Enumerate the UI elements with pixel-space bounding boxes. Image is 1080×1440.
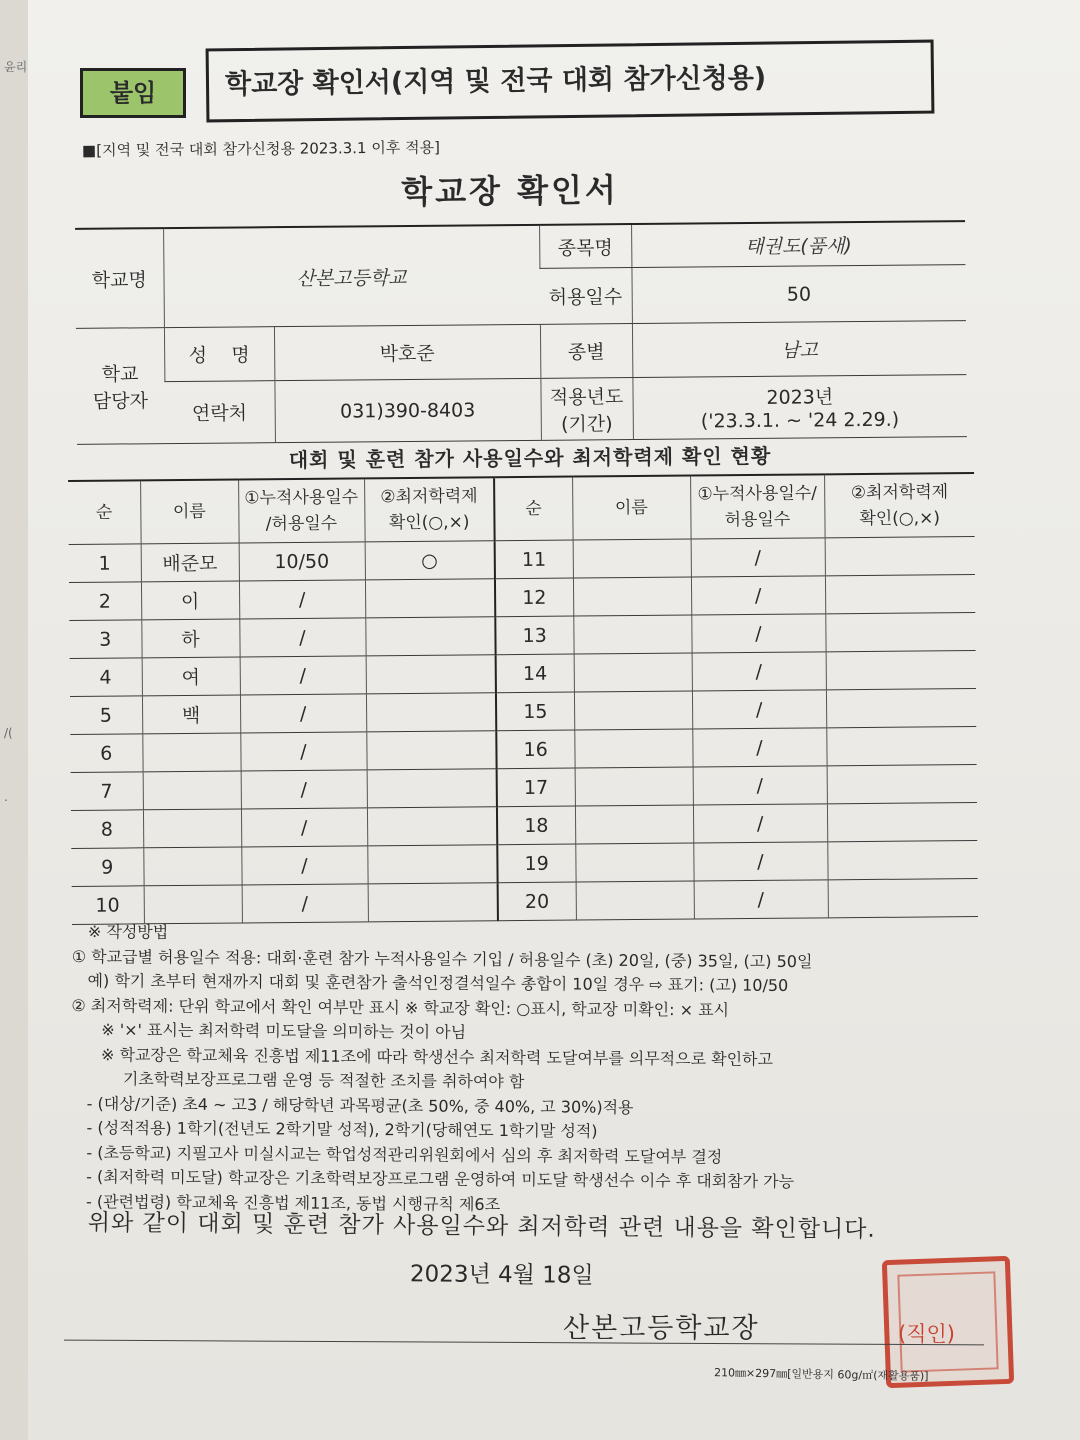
edge-fragment: 윤리 [4, 60, 28, 74]
row-name [142, 733, 240, 772]
header-min-right [824, 473, 975, 538]
row-seq-right: 13 [495, 616, 573, 655]
year-label-line: 적용년도 [549, 385, 624, 409]
header-days-line: ①누적사용일수 [244, 487, 359, 509]
phone-value: 031)390-8403 [274, 378, 541, 442]
allowed-label: 허용일수 [539, 268, 631, 325]
row-days-right: / [693, 766, 827, 805]
instruction-line: - (성적적용) 1학기(전년도 2학기말 성적), 2학기(당해연도 1학기말 성적) [86, 1118, 598, 1141]
issue-date: 2023년 4월 18일 [409, 1261, 594, 1289]
row-name-right [574, 691, 692, 730]
row-min-right [827, 803, 977, 842]
row-name [143, 809, 241, 848]
row-min-right [826, 689, 976, 728]
row-name: 하 [141, 619, 239, 658]
row-name-right [576, 881, 694, 920]
instruction-line: - (대상/기준) 초4 ~ 고3 / 해당학년 과목평균(초 50%, 중 40%, 고 30%)적용 [86, 1093, 634, 1117]
row-name: 이 [141, 581, 239, 620]
row-name-right [574, 653, 692, 692]
instructions-heading: ※ 작성방법 [87, 922, 169, 942]
row-seq: 3 [69, 620, 141, 659]
event-value: 태권도(품새) [631, 221, 965, 267]
row-days-right: / [691, 576, 825, 615]
row-min-right [825, 575, 975, 614]
row-days: / [241, 808, 367, 847]
instruction-line: ※ '×' 표시는 최저학력 미도달을 의미하는 것이 아님 [101, 1020, 467, 1042]
phone-label: 연락처 [164, 381, 275, 444]
row-name: 백 [142, 695, 240, 734]
row-seq: 8 [71, 810, 143, 849]
row-seq: 5 [70, 696, 142, 735]
instructions [70, 920, 992, 1220]
paper-spec: 210㎜×297㎜[일반용지 60g/㎡(재활용품)] [713, 1366, 929, 1383]
school-label: 학교명 [75, 228, 164, 328]
row-name-right [574, 729, 692, 768]
row-days: / [240, 694, 366, 733]
signer: 산본고등학교장 [563, 1313, 760, 1344]
instruction-line: - (초등학교) 지필고사 미실시교는 학업성적관리위원회에서 심의 후 최저학력 도달여부 결정 [86, 1142, 723, 1167]
row-min [365, 617, 495, 656]
row-seq: 7 [71, 772, 143, 811]
row-days-right: / [693, 842, 827, 881]
row-seq-right: 12 [495, 578, 573, 617]
row-seq-right: 18 [497, 806, 575, 845]
doc-title: 학교장 확인서 [401, 170, 620, 212]
year-label-line: (기간) [560, 412, 613, 436]
row-name-right [573, 577, 691, 616]
header-name-right: 이름 [572, 476, 691, 541]
header-seq-right: 순 [494, 477, 573, 541]
header-min-line: 확인(○,×) [859, 508, 941, 530]
row-min-right [826, 651, 976, 690]
row-seq: 6 [70, 734, 142, 773]
adjacent-page-edge [0, 0, 28, 1440]
row-name-right [575, 767, 693, 806]
row-days-right: / [692, 690, 826, 729]
contact-label-line: 담당자 [92, 389, 148, 413]
header-days-line: ①누적사용일수/ [697, 483, 818, 505]
row-days: 10/50 [239, 542, 365, 581]
school-value: 산본고등학교 [163, 225, 540, 328]
header-min-line: 확인(○,×) [388, 512, 470, 534]
header-title: 학교장 확인서(지역 및 전국 대회 참가신청용) [206, 40, 935, 123]
header-name: 이름 [140, 479, 239, 543]
row-days: / [239, 618, 365, 657]
apply-note: ■[지역 및 전국 대회 참가신청용 2023.3.1 이후 적용] [81, 138, 440, 160]
row-name: 배준모 [141, 543, 239, 582]
row-days: / [241, 846, 367, 885]
header-days-line: /허용일수 [265, 513, 338, 535]
year-value: 2023년 [766, 386, 834, 409]
row-min-right [826, 727, 976, 766]
row-days-right: / [692, 728, 826, 767]
header-seq: 순 [68, 480, 141, 544]
row-min-right [825, 613, 975, 652]
attachment-tag: 붙임 [80, 68, 186, 118]
row-min [367, 769, 497, 808]
table-header-row [68, 473, 975, 544]
info-table [75, 220, 967, 445]
row-min-right [828, 879, 978, 918]
row-days-right: / [693, 804, 827, 843]
row-seq: 4 [70, 658, 142, 697]
year-label [540, 378, 633, 441]
row-seq-right: 16 [496, 730, 574, 769]
gender-value: 남고 [632, 321, 966, 378]
row-min [368, 883, 498, 922]
allowed-value: 50 [631, 265, 965, 324]
row-seq-right: 19 [497, 844, 575, 883]
row-min: ○ [365, 541, 495, 580]
row-name [143, 847, 241, 886]
row-min [365, 579, 495, 618]
row-seq-right: 14 [496, 654, 574, 693]
seal-label: (직인) [898, 1322, 955, 1346]
year-value-cell [632, 375, 967, 440]
row-name-right [575, 843, 693, 882]
instruction-line: ① 학교급별 허용일수 적용: 대회·훈련 참가 누적사용일수 기입 / 허용일수 (초) 20일, (중) 35일, (고) 50일 [71, 946, 813, 971]
participation-table [68, 472, 978, 925]
header-min [364, 477, 495, 542]
row-min [366, 655, 496, 694]
row-days: / [240, 656, 366, 695]
row-days-right: / [691, 614, 825, 653]
row-seq-right: 15 [496, 692, 574, 731]
row-min [367, 845, 497, 884]
period-value: ('23.3.1. ~ '24 2.29.) [700, 408, 900, 433]
instruction-line: ※ 학교장은 학교체육 진흥법 제11조에 따라 학생선수 최저학력 도달여부를 의무적으로 확인하고 [100, 1044, 774, 1069]
row-days: / [239, 580, 365, 619]
row-seq: 2 [69, 582, 141, 621]
row-min [367, 807, 497, 846]
row-seq-right: 20 [498, 882, 576, 921]
row-min-right [825, 537, 975, 576]
section-title: 대회 및 훈련 참가 사용일수와 최저학력제 확인 현황 [288, 443, 772, 473]
row-days-right: / [692, 652, 826, 691]
row-days: / [241, 770, 367, 809]
row-seq: 10 [72, 886, 144, 925]
instruction-line: - (관련법령) 학교체육 진흥법 제11조, 동법 시행규칙 제6조 [85, 1191, 501, 1214]
instruction-line: 예) 학기 초부터 현재까지 대회 및 훈련참가 출석인정결석일수 총합이 10일 경우 ⇨ 표기: (고) 10/50 [87, 971, 789, 996]
row-name-right [575, 805, 693, 844]
row-name [143, 771, 241, 810]
edge-fragment: /( [4, 726, 13, 740]
row-name: 여 [142, 657, 240, 696]
row-days: / [242, 884, 368, 923]
gender-label: 종별 [540, 324, 632, 379]
header-days-right [690, 474, 825, 539]
row-name-right [573, 539, 691, 578]
row-min [366, 731, 496, 770]
row-min-right [827, 765, 977, 804]
instruction-line: - (최저학력 미도달) 학교장은 기초학력보장프로그램 운영하여 미도달 학생선수 이수 후 대회참가 가능 [86, 1167, 795, 1192]
name-value: 박호준 [274, 324, 540, 380]
row-name [144, 885, 242, 924]
table-row [72, 879, 978, 925]
row-days-right: / [691, 538, 825, 577]
confirmation-statement: 위와 같이 대회 및 훈련 참가 사용일수와 최저학력 관련 내용을 확인합니다. [87, 1209, 876, 1243]
row-days: / [240, 732, 366, 771]
name-label: 성 명 [164, 327, 274, 382]
row-days-right: / [694, 880, 828, 919]
contact-label-line: 학교 [101, 362, 139, 386]
contact-label [76, 328, 165, 445]
instruction-line: 기초학력보장프로그램 운영 등 적절한 조치를 취하여야 함 [122, 1069, 525, 1092]
header-days [238, 478, 365, 543]
row-seq-right: 11 [495, 540, 573, 579]
row-name-right [573, 615, 691, 654]
header-min-line: ②최저학력제 [850, 482, 949, 504]
row-min [366, 693, 496, 732]
row-seq-right: 17 [497, 768, 575, 807]
instruction-line: ② 최저학력제: 단위 학교에서 확인 여부만 표시 ※ 학교장 확인: ○표시, 학교장 미확인: × 표시 [71, 995, 730, 1020]
row-min-right [827, 841, 977, 880]
header-days-line: 허용일수 [724, 509, 791, 531]
row-seq: 1 [69, 544, 141, 583]
event-label: 종목명 [539, 224, 631, 268]
row-seq: 9 [71, 848, 143, 887]
edge-fragment: . [4, 790, 8, 804]
header-min-line: ②최저학력제 [380, 486, 478, 508]
